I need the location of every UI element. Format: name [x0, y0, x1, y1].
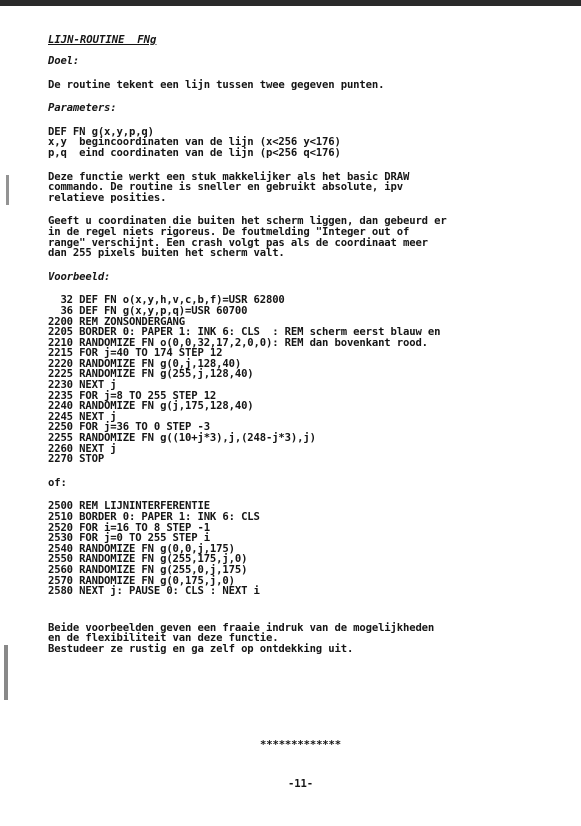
code-line: 2205 BORDER 0: PAPER 1: INK 6: CLS : REM scherm eerst blauw en [48, 326, 441, 339]
paragraph-line: range" verschijnt. Een crash volgt pas als de coordinaat meer [48, 236, 428, 249]
code-line: 2570 RANDOMIZE FN g(0,175,j,0) [48, 574, 235, 587]
code-line: 2530 FOR j=0 TO 255 STEP i [48, 532, 210, 545]
paragraph-line: en de flexibiliteit van deze functie. [48, 632, 279, 645]
paragraph-line: Deze functie werkt een stuk makkelijker als het basic DRAW [48, 170, 410, 183]
doel-text: De routine tekent een lijn tussen twee gegeven punten. [48, 78, 385, 91]
code-line: 2240 RANDOMIZE FN g(j,175,128,40) [48, 400, 254, 413]
code-listing-interference [48, 501, 553, 596]
paragraph-description [48, 172, 553, 204]
doel-heading: Doel: [48, 55, 80, 67]
parameter-line: DEF FN g(x,y,p,q) [48, 125, 154, 138]
paragraph-line: dan 255 pixels buiten het scherm valt. [48, 247, 285, 260]
code-line: 2270 STOP [48, 453, 105, 466]
code-line: 2560 RANDOMIZE FN g(255,0,j,175) [48, 563, 248, 576]
scan-mark [6, 175, 9, 205]
code-line: 2215 FOR j=40 TO 174 STEP 12 [48, 347, 223, 360]
code-line: 2200 REM ZONSONDERGANG [48, 315, 186, 328]
code-line: 2550 RANDOMIZE FN g(255,175,j,0) [48, 553, 248, 566]
code-line: 2250 FOR j=36 TO 0 STEP -3 [48, 421, 210, 434]
parameter-line: p,q eind coordinaten van de lijn (p<256 q<176) [48, 146, 341, 159]
code-line: 2540 RANDOMIZE FN g(0,0,j,175) [48, 542, 235, 555]
document-page [48, 34, 553, 790]
paragraph-line: in de regel niets rigoreus. De foutmelding "Integer out of [48, 225, 410, 238]
code-line: 2510 BORDER 0: PAPER 1: INK 6: CLS [48, 511, 260, 523]
of-label: of: [48, 476, 67, 489]
paragraph-line: commando. De routine is sneller en gebruikt absolute, ipv [48, 181, 403, 194]
code-line: 2225 RANDOMIZE FN g(255,j,128,40) [48, 368, 254, 381]
code-line: 2520 FOR i=16 TO 8 STEP -1 [48, 521, 210, 534]
code-line: 2210 RANDOMIZE FN o(0,0,32,17,2,0,0): REM dan bovenkant rood. [48, 336, 428, 349]
paragraph-line: relatieve posities. [48, 191, 167, 204]
code-line: 32 DEF FN o(x,y,h,v,c,b,f)=USR 62800 [48, 294, 285, 307]
scan-top-edge [0, 0, 581, 6]
paragraph-line: Beide voorbeelden geven een fraaie indruk van de mogelijkheden [48, 621, 435, 634]
code-line: 2260 NEXT j [48, 442, 117, 455]
parameter-line: x,y begincoordinaten van de lijn (x<256 y<176) [48, 136, 341, 149]
code-line: 2230 NEXT j [48, 379, 117, 392]
separator-stars: ************* [260, 739, 341, 751]
parameters-block [48, 127, 553, 159]
closing-paragraph [48, 623, 553, 655]
code-line: 2245 NEXT j [48, 410, 117, 423]
section-title: LIJN-ROUTINE FNg [48, 34, 157, 46]
code-line: 2235 FOR j=8 TO 255 STEP 12 [48, 389, 217, 402]
code-line: 2500 REM LIJNINTERFERENTIE [48, 500, 210, 513]
code-line: 36 DEF FN g(x,y,p,q)=USR 60700 [48, 304, 248, 317]
paragraph-errors [48, 216, 553, 258]
code-line: 2255 RANDOMIZE FN g((10+j*3),j,(248-j*3),j) [48, 432, 316, 445]
page-number: -11- [288, 778, 313, 790]
code-line: 2580 NEXT j: PAUSE 0: CLS : NEXT i [48, 585, 260, 598]
paragraph-line: Geeft u coordinaten die buiten het scherm liggen, dan gebeurd er [48, 215, 447, 228]
voorbeeld-heading: Voorbeeld: [48, 270, 111, 283]
code-listing-sunset [48, 295, 553, 465]
paragraph-line: Bestudeer ze rustig en ga zelf op ontdekking uit. [48, 642, 354, 655]
code-line: 2220 RANDOMIZE FN g(0,j,128,40) [48, 357, 242, 370]
scan-mark [4, 645, 8, 700]
parameters-heading: Parameters: [48, 102, 117, 115]
